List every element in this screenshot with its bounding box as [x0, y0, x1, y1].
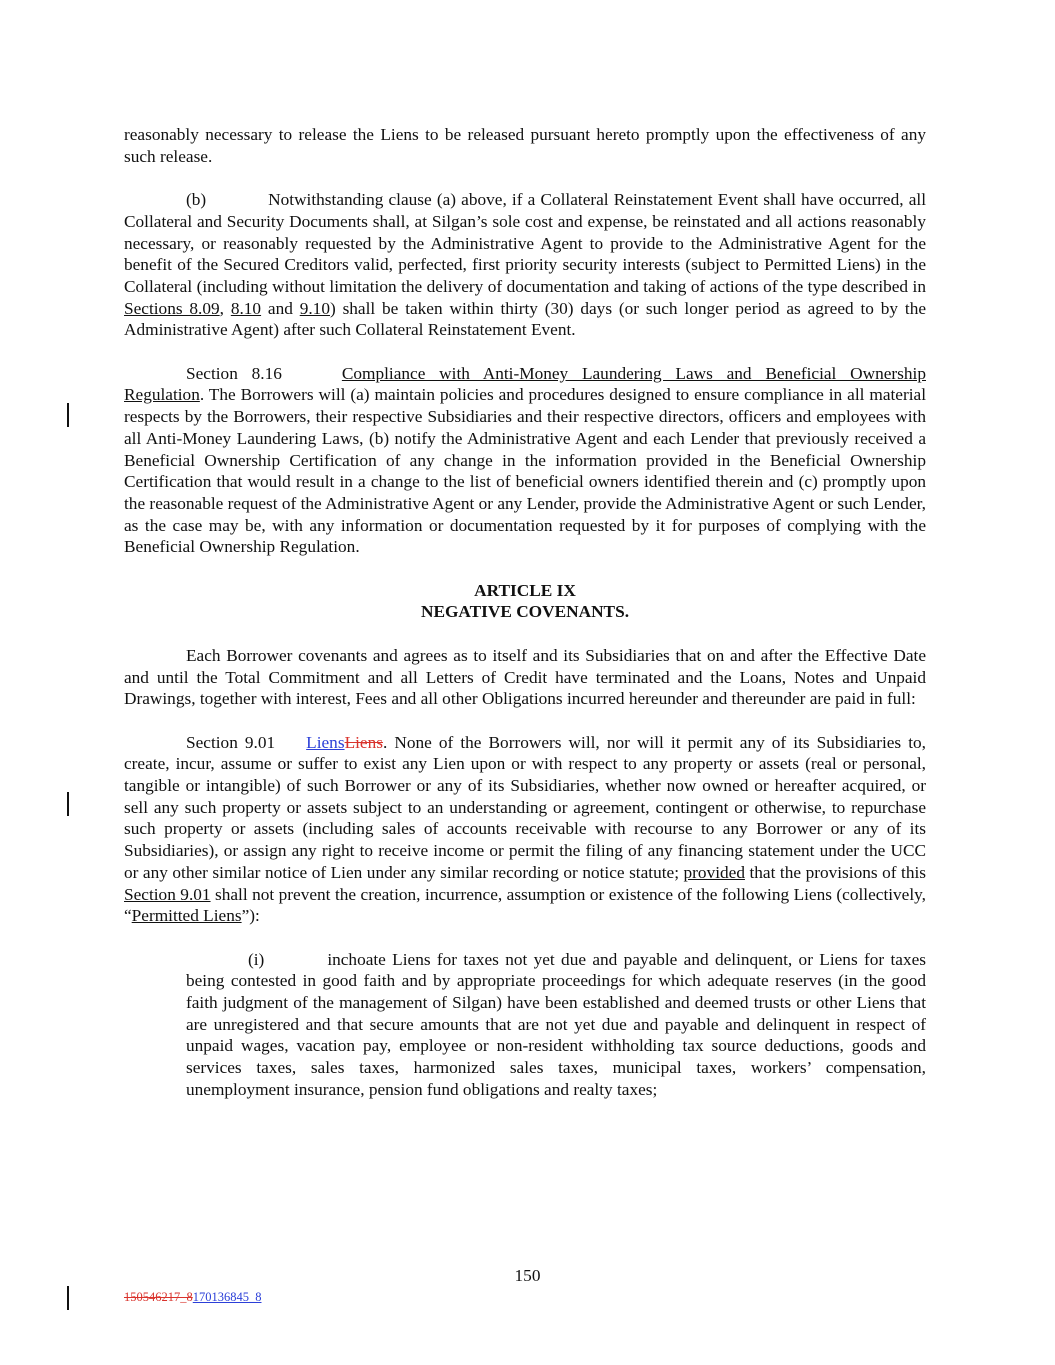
section-816-paragraph [124, 363, 926, 558]
covenant-paragraph: Each Borrower covenants and agrees as to itself and its Subsidiaries that on and after the Effective Date and until the Total Commitment and all Letters of Credit have terminated and the Loans, Notes and Unpaid Drawings, together with interest, Fees and all other Obligations incurred hereunder and thereunder are paid in full: [124, 645, 926, 709]
section-901-heading-deleted: Liens [344, 732, 383, 752]
section-901-text-4: ”): [241, 906, 260, 926]
section-901-text-3: shall not prevent the creation, incurrence, assumption or existence of the following Liens (collectively, “ [124, 884, 926, 926]
article-subtitle: NEGATIVE COVENANTS. [420, 602, 630, 622]
clause-b-text-2: ) shall be taken within thirty (30) days (or such longer period as agreed to by the Administrative Agent) after such Collateral Reinstatement Event. [124, 298, 927, 340]
item-i-paragraph [186, 949, 926, 1101]
clause-b-text-1: Notwithstanding clause (a) above, if a Collateral Reinstatement Event shall have occurred, all Collateral and Security Documents shall, at Silgan’s sole cost and expense, be reinstated and all actions reasonably necessary, or reasonably requested by the Administrative Agent to provide to the Administrative Agent for the benefit of the Secured Creditors valid, perfected, first priority security interests (subject to Permitted Liens) in the Collateral (including without limitation the delivery of documentation and taking of actions of the type described in [124, 190, 926, 296]
section-901-number: Section 9.01 [186, 732, 276, 752]
ref-section-901: Section 9.01 [124, 884, 211, 904]
page-number: 150 [514, 1266, 541, 1285]
doc-id-deleted: 150546217_8 [124, 1290, 193, 1304]
clause-b-sep-1: , [219, 298, 231, 318]
section-901-text-1: . None of the Borrowers will, nor will it permit any of its Subsidiaries to, create, incur, assume or suffer to exist any Lien upon or with respect to any property or assets (real or personal, tangible or intangible) of such Borrower or any of its Subsidiaries, whether now owned or hereafter acquired, or sell any such property or assets subject to an understanding or agreement, contingent or otherwise, to repurchase such property or assets (including sales of accounts receivable with recourse to any Borrower or any of its Subsidiaries), or assign any right to receive income or permit the filing of any financing statement under the UCC or any other similar notice of Lien under any similar recording or notice statute; [124, 732, 926, 882]
ref-810: 8.10 [230, 298, 262, 318]
section-816-body: . The Borrowers will (a) maintain policies and procedures designed to ensure compliance in all material respects by the Borrowers, their respective Subsidiaries and their respective directors, officers and employees with all Anti-Money Laundering Laws, (b) notify the Administrative Agent and each Lender that previously received a Beneficial Ownership Certification of any change in the information provided in the Beneficial Ownership Certification that would result in a change to the list of beneficial owners identified therein and (c) promptly upon the reasonable request of the Administrative Agent or any Lender, provide the Administrative Agent or such Lender, as the case may be, with any information or documentation requested by it for purposes of complying with the Beneficial Ownership Regulation. [124, 385, 926, 557]
section-816-number: Section 8.16 [186, 363, 282, 383]
clause-b-sep-2: and [261, 298, 300, 318]
clause-b-paragraph [124, 189, 926, 341]
section-816-heading: Compliance with Anti-Money Laundering Laws and Beneficial Ownership Regulation [124, 363, 926, 405]
doc-id-inserted: 170136845_8 [192, 1290, 262, 1304]
section-901-heading-inserted: Liens [306, 732, 345, 752]
section-901-text-2: that the provisions of this [744, 862, 926, 882]
section-901-paragraph [124, 732, 926, 927]
document-page [124, 124, 926, 1101]
change-bar-section-816 [67, 403, 69, 427]
item-i-label: (i) [248, 949, 265, 969]
ref-910: 9.10 [299, 298, 330, 318]
permitted-liens-term: Permitted Liens [131, 906, 242, 926]
item-i-text: inchoate Liens for taxes not yet due and payable and delinquent, or Liens for taxes being contested in good faith and by appropriate proceedings for which adequate reserves (in the good faith judgment of the management of Silgan) have been established and deemed trusts or other Liens that are unregistered and that secure amounts that are not yet due and payable and delinquent in respect of unpaid wages, vacation pay, employee or non-resident withholding tax source deductions, goods and services taxes, sales taxes, harmonized sales taxes, municipal taxes, workers’ compensation, unemployment insurance, pension fund obligations and realty taxes; [186, 949, 926, 1099]
change-bar-section-901 [67, 792, 69, 816]
release-paragraph: reasonably necessary to release the Liens to be released pursuant hereto promptly upon the effectiveness of any such release. [124, 125, 926, 166]
clause-b-label: (b) [186, 190, 207, 210]
change-bar-footer [67, 1286, 69, 1310]
provided-term: provided [683, 862, 745, 882]
article-title: ARTICLE IX [474, 580, 576, 600]
document-id [124, 1290, 262, 1305]
ref-sections-809: Sections 8.09 [124, 298, 220, 318]
